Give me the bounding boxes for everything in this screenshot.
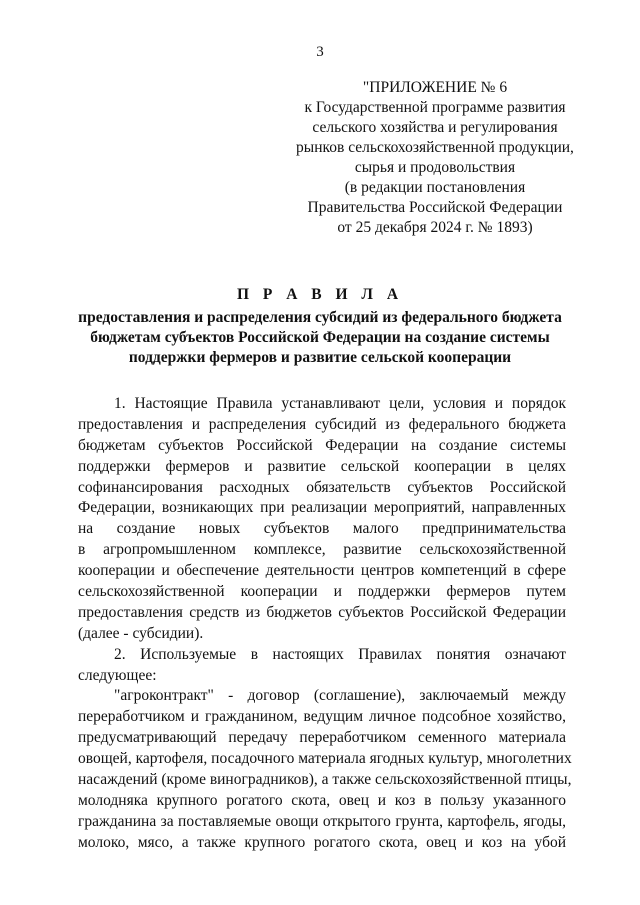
subtitle-line: поддержки фермеров и развитие сельской кооперации	[128, 349, 512, 366]
subtitle-line: бюджетам субъектов Российской Федерации на создание системы	[90, 329, 550, 346]
body-line: "агроконтракт" - договор (соглашение), заключаемый между	[114, 687, 566, 705]
document-subtitle	[60, 308, 580, 368]
body-line: предоставления и распределения субсидий из федерального бюджета	[78, 415, 566, 433]
body-line: 1. Настоящие Правила устанавливают цели, условия и порядок	[114, 395, 566, 412]
body-line: сельскохозяйственной кооперации и поддержки фермеров путем	[78, 583, 566, 601]
body-line: кооперации и обеспечение деятельности центров компетенций в сфере	[78, 562, 566, 580]
page-number: 3	[316, 44, 324, 60]
body-line: софинансирования расходных обязательств субъектов Российской	[78, 478, 566, 496]
appendix-line: к Государственной программе развития	[304, 99, 566, 116]
appendix-header	[295, 78, 575, 238]
body-line: овощей, картофеля, посадочного материала ягодных культур, многолетних	[78, 750, 572, 768]
body-line: в агропромышленном комплексе, развитие сельскохозяйственной	[78, 541, 566, 559]
body-line: предусматривающий передачу переработчиком семенного материала	[78, 729, 566, 747]
body-line: бюджетам субъектов Российской Федерации на создание системы	[78, 436, 566, 454]
body-line: Федерации, возникающих при реализации мероприятий, направленных	[78, 499, 566, 517]
body-line: переработчиком и гражданином, ведущим личное подсобное хозяйство,	[78, 708, 566, 726]
document-title: П Р А В И Л А	[236, 286, 404, 303]
appendix-line: от 25 декабря 2024 г. № 1893)	[337, 219, 533, 236]
body-line: гражданина за поставляемые овощи открытого грунта, картофель, ягоды,	[78, 812, 566, 830]
body-line: предоставления средств из бюджетов субъектов Российской Федерации	[78, 603, 566, 621]
body-line: молодняка крупного рогатого скота, овец и коз в пользу указанного	[78, 791, 566, 809]
body-line: (далее - субсидии).	[78, 624, 204, 642]
appendix-line: "ПРИЛОЖЕНИЕ № 6	[362, 79, 508, 96]
appendix-line: сельского хозяйства и регулирования	[312, 119, 558, 136]
body-line: 2. Используемые в настоящих Правилах понятия означают	[114, 645, 566, 663]
body-line: молоко, мясо, а также крупного рогатого скота, овец и коз на убой	[78, 833, 566, 851]
subtitle-line: предоставления и распределения субсидий из федерального бюджета	[78, 309, 562, 326]
appendix-line: сырья и продовольствия	[354, 159, 516, 176]
body-line: на создание новых субъектов малого предпринимательства	[78, 520, 566, 538]
body-line: следующее:	[78, 666, 157, 684]
appendix-line: (в редакции постановления	[344, 179, 526, 196]
appendix-line: Правительства Российской Федерации	[307, 199, 563, 216]
body-line: насаждений (кроме виноградников), а также сельскохозяйственной птицы,	[78, 771, 572, 789]
body-line: поддержки фермеров и развитие сельской кооперации в целях	[78, 457, 566, 475]
appendix-line: рынков сельскохозяйственной продукции,	[296, 139, 574, 156]
document-body	[78, 394, 572, 854]
